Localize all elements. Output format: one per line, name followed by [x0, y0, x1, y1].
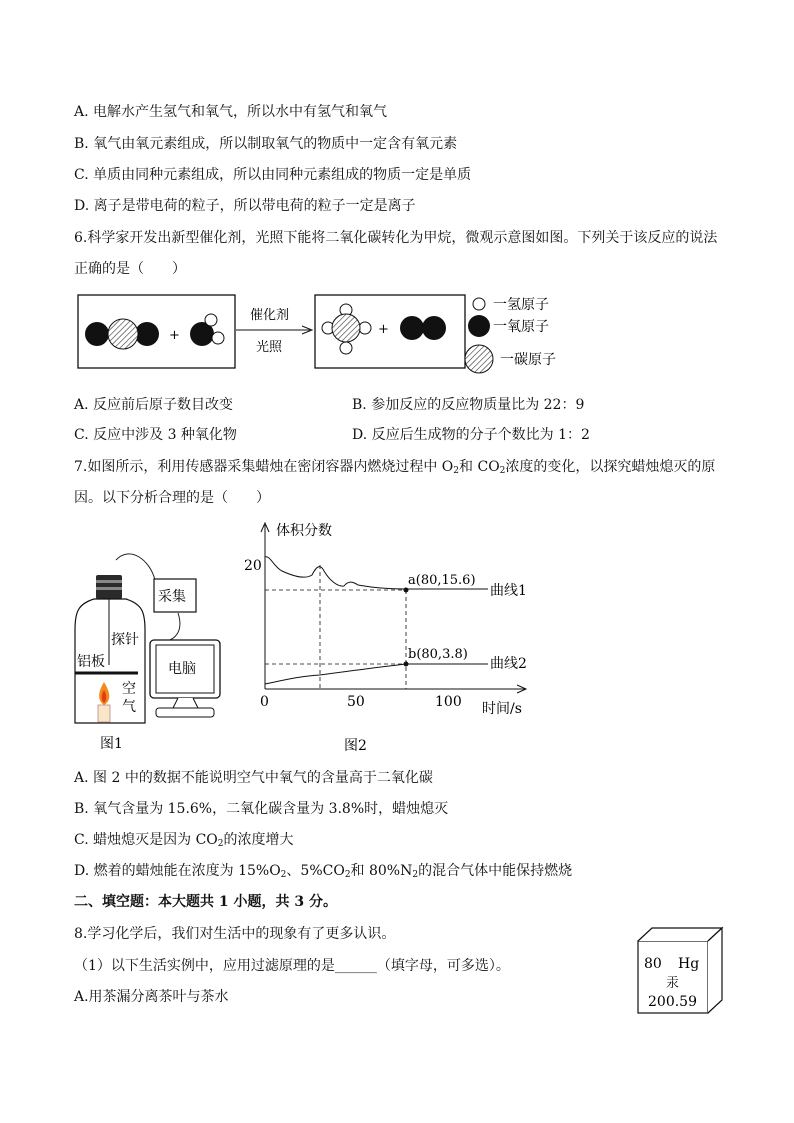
air-label-1: 空 [122, 681, 136, 697]
figure1-caption: 图1 [100, 736, 123, 752]
y-axis-label: 体积分数 [276, 523, 332, 539]
o2-subscript-d: 2 [280, 870, 287, 880]
legend-hydrogen-icon [473, 298, 485, 310]
q7-option-c [74, 830, 294, 850]
curve2-line [265, 664, 488, 684]
element-number: 80 [644, 956, 662, 972]
point-b-label: b(80,3.8) [408, 647, 468, 662]
plate-label: 铝板 [77, 654, 105, 670]
candle [98, 705, 110, 722]
sensor-cable [116, 554, 155, 580]
q7-option-d-part1: D. 燃着的蜡烛能在浓度为 15%O [74, 863, 281, 879]
q8-subquestion-1: （1）以下生活实例中，应用过滤原理的是______（填字母，可多选）。 [74, 958, 510, 974]
x-tick-0: 0 [260, 694, 269, 710]
legend-hydrogen-label: 一氢原子 [493, 297, 549, 313]
q6-option-c: C. 反应中涉及 3 种氧化物 [74, 427, 237, 443]
q7-stem-line1 [74, 457, 715, 477]
q7-option-a: A. 图 2 中的数据不能说明空气中氧气的含量高于二氧化碳 [74, 770, 433, 786]
computer-cable [170, 613, 180, 640]
plus-sign-left: + [169, 328, 180, 343]
q7-option-c-part2: 的浓度增大 [223, 832, 294, 848]
q7-option-b: B. 氧气含量为 15.6%，二氧化碳含量为 3.8%时，蜡烛熄灭 [74, 801, 449, 817]
q6-option-d: D. 反应后生成物的分子个数比为 1：2 [352, 427, 590, 443]
legend-oxygen-icon [468, 315, 490, 337]
q7-option-d-part2: 、5%CO [286, 863, 345, 879]
air-label-2: 气 [122, 699, 136, 715]
x-tick-100: 100 [435, 694, 462, 710]
n2-subscript-d: 2 [412, 870, 419, 880]
computer-stand [173, 698, 198, 708]
q5-option-b: B. 氧气由氧元素组成，所以制取氧气的物质中一定含有氧元素 [74, 136, 458, 152]
computer-base [156, 708, 214, 717]
co2-oxygen-atom-right [135, 322, 159, 346]
q7-stem-part3: 浓度的变化，以探究蜡烛熄灭的原 [505, 459, 716, 475]
element-name: 汞 [666, 976, 680, 991]
ch4-hydrogen-atom-bottom [340, 342, 352, 354]
x-tick-50: 50 [347, 694, 365, 710]
q7-option-d [74, 861, 572, 881]
q7-stem-part2: 和 CO [459, 459, 500, 475]
h2o-hydrogen-atom-right [212, 332, 224, 344]
ch4-hydrogen-atom-right [359, 322, 371, 334]
q7-figure2-chart [240, 515, 550, 755]
q5-option-d: D. 离子是带电荷的粒子，所以带电荷的粒子一定是离子 [74, 198, 416, 214]
element-cell-mercury [636, 926, 726, 1018]
computer-label: 电脑 [168, 661, 196, 677]
q7-figure1-apparatus [70, 540, 240, 755]
q5-option-a: A. 电解水产生氢气和氧气，所以水中有氢气和氧气 [74, 104, 388, 120]
q6-option-a: A. 反应前后原子数目改变 [74, 397, 234, 413]
point-a [404, 588, 409, 593]
q7-option-d-part3: 和 80%N [350, 863, 413, 879]
co2-subscript: 2 [499, 466, 506, 476]
co2-oxygen-atom-left [85, 322, 109, 346]
ch4-carbon-atom [332, 314, 360, 342]
h2o-hydrogen-atom-top [205, 314, 217, 326]
curve1-label: 曲线1 [490, 583, 527, 599]
catalyst-label: 催化剂 [250, 308, 290, 323]
q5-option-c: C. 单质由同种元素组成，所以由同种元素组成的物质一定是单质 [74, 167, 472, 183]
y-tick-20: 20 [244, 558, 262, 574]
legend-oxygen-label: 一氧原子 [493, 319, 549, 335]
q6-stem-line2: 正确的是（ ） [74, 261, 186, 277]
q8-stem: 8.学习化学后，我们对生活中的现象有了更多认识。 [74, 926, 396, 942]
legend-carbon-label: 一碳原子 [500, 352, 556, 368]
x-axis-label: 时间/s [482, 701, 522, 717]
co2-carbon-atom [108, 319, 138, 349]
element-symbol: Hg [678, 956, 700, 972]
q7-option-c-part1: C. 蜡烛熄灭是因为 CO [74, 832, 218, 848]
legend-carbon-icon [465, 345, 493, 373]
curve2-label: 曲线2 [490, 656, 527, 672]
q7-stem-part1: 7.如图所示，利用传感器采集蜡烛在密闭容器内燃烧过程中 O [74, 459, 454, 475]
point-b [404, 662, 409, 667]
q8-option-a: A.用茶漏分离茶叶与茶水 [74, 989, 229, 1005]
element-cell-side [708, 928, 722, 1013]
o2-oxygen-atom-right [422, 316, 446, 340]
q6-option-b: B. 参加反应的反应物质量比为 22：9 [352, 397, 585, 413]
plus-sign-right: + [378, 322, 389, 337]
section2-heading: 二、填空题：本大题共 1 小题，共 3 分。 [74, 894, 337, 910]
o2-subscript: 2 [453, 466, 460, 476]
q6-stem-line1: 6.科学家开发出新型催化剂，光照下能将二氧化碳转化为甲烷，微观示意图如图。下列关于该反应的说法 [74, 230, 718, 246]
collector-label: 采集 [158, 589, 186, 605]
element-mass: 200.59 [648, 994, 697, 1010]
q7-stem-line2: 因。以下分析合理的是（ ） [74, 490, 270, 506]
light-label: 光照 [256, 340, 283, 355]
point-a-label: a(80,15.6) [408, 573, 476, 588]
probe-label: 探针 [111, 632, 139, 648]
figure2-caption: 图2 [344, 738, 367, 754]
q7-option-d-part4: 的混合气体中能保持燃烧 [418, 863, 573, 879]
o2-oxygen-atom-left [400, 316, 424, 340]
q6-reaction-diagram [70, 290, 600, 380]
co2-subscript-c: 2 [217, 839, 224, 849]
co2-subscript-d: 2 [344, 870, 351, 880]
